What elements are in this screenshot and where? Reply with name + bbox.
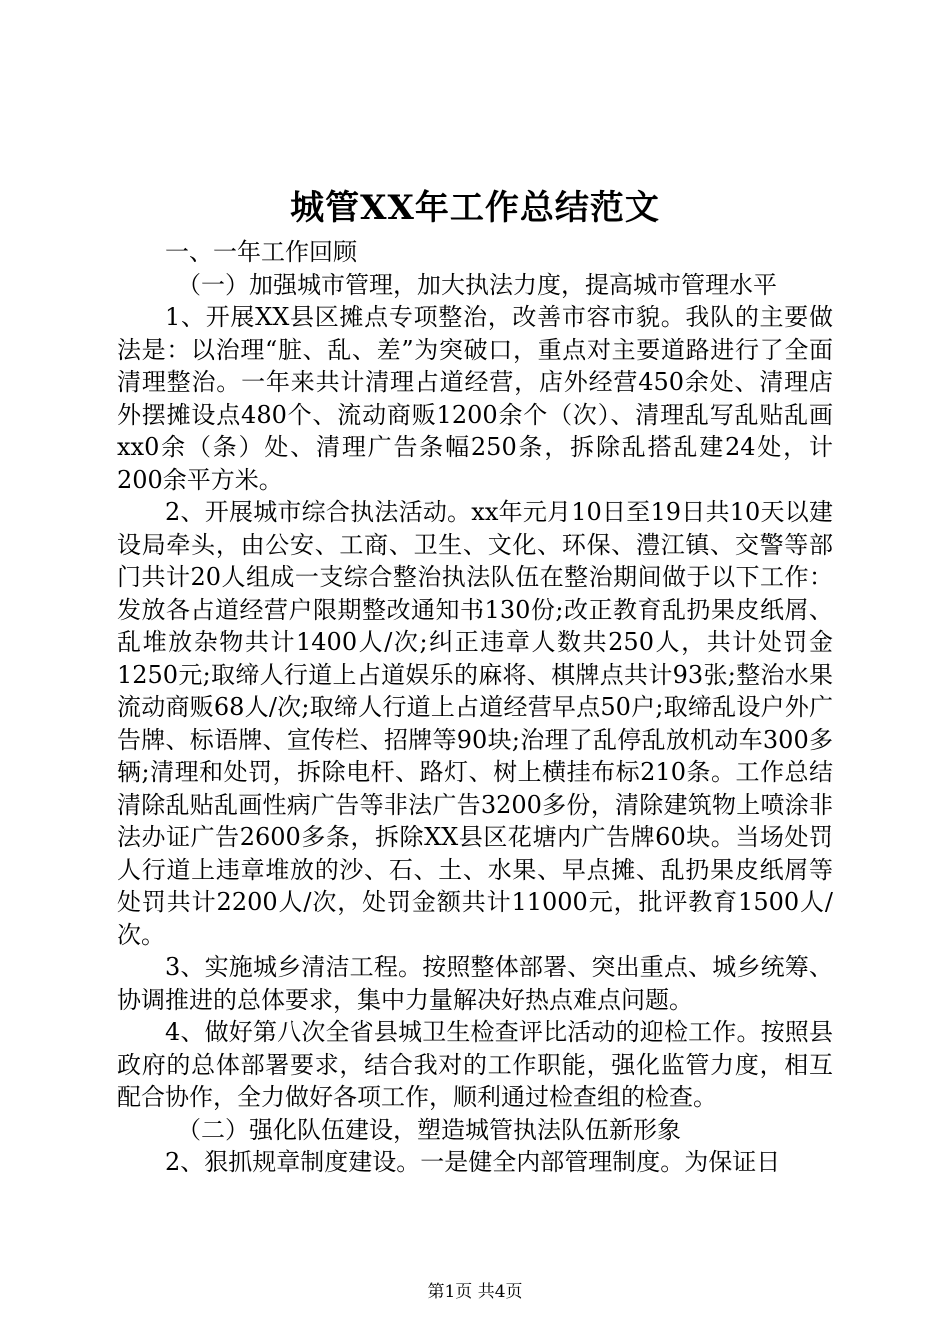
body-paragraph: 4、做好第八次全省县城卫生检查评比活动的迎检工作。按照县政府的总体部署要求，结合我对的工作职能，强化监管力度，相互配合协作，全力做好各项工作，顺利通过检查组的检查。 [117, 1018, 833, 1111]
body-paragraph: 3、实施城乡清洁工程。按照整体部署、突出重点、城乡统筹、协调推进的总体要求，集中力量解决好热点难点问题。 [117, 953, 833, 1014]
section-heading: 一、一年工作回顾 [165, 238, 357, 266]
body-paragraph: 2、狠抓规章制度建设。一是健全内部管理制度。为保证日 [165, 1148, 781, 1176]
subsection-heading: （二）强化队伍建设，塑造城管执法队伍新形象 [177, 1115, 681, 1144]
document-body [117, 236, 833, 1179]
document-title: 城管XX年工作总结范文 [290, 188, 660, 228]
body-paragraph: 1、开展XX县区摊点专项整治，改善市容市貌。我队的主要做法是：以治理“脏、乱、差”为突破口，重点对主要道路进行了全面清理整治。一年来共计清理占道经营，店外经营450余处、清理店外摆摊设点480个、流动商贩1200余个（次）、清理乱写乱贴乱画xx0余（条）处、清理广告条幅250条，拆除乱搭乱建24处，计200余平方米。 [117, 303, 833, 494]
subsection-heading: （一）加强城市管理，加大执法力度，提高城市管理水平 [177, 270, 777, 299]
page-footer: 第1页 共4页 [427, 1282, 523, 1302]
body-paragraph: 2、开展城市综合执法活动。xx年元月10日至19日共10天以建设局牵头，由公安、工商、卫生、文化、环保、澧江镇、交警等部门共计20人组成一支综合整治执法队伍在整治期间做于以下工作：发放各占道经营户限期整改通知书130份;改正教育乱扔果皮纸屑、乱堆放杂物共计1400人/次;纠正违章人数共250人，共计处罚金1250元;取缔人行道上占道娱乐的麻将、棋牌点共计93张;整治水果流动商贩68人/次;取缔人行道上占道经营早点50户;取缔乱设户外广告牌、标语牌、宣传栏、招牌等90块;治理了乱停乱放机动车300多辆;清理和处罚，拆除电杆、路灯、树上横挂布标210条。工作总结清除乱贴乱画性病广告等非法广告3200多份，清除建筑物上喷涂非法办证广告2600多条，拆除XX县区花塘内广告牌60块。当场处罚人行道上违章堆放的沙、石、土、水果、早点摊、乱扔果皮纸屑等处罚共计2200人/次，处罚金额共计11000元，批评教育1500人/次。 [117, 498, 833, 949]
